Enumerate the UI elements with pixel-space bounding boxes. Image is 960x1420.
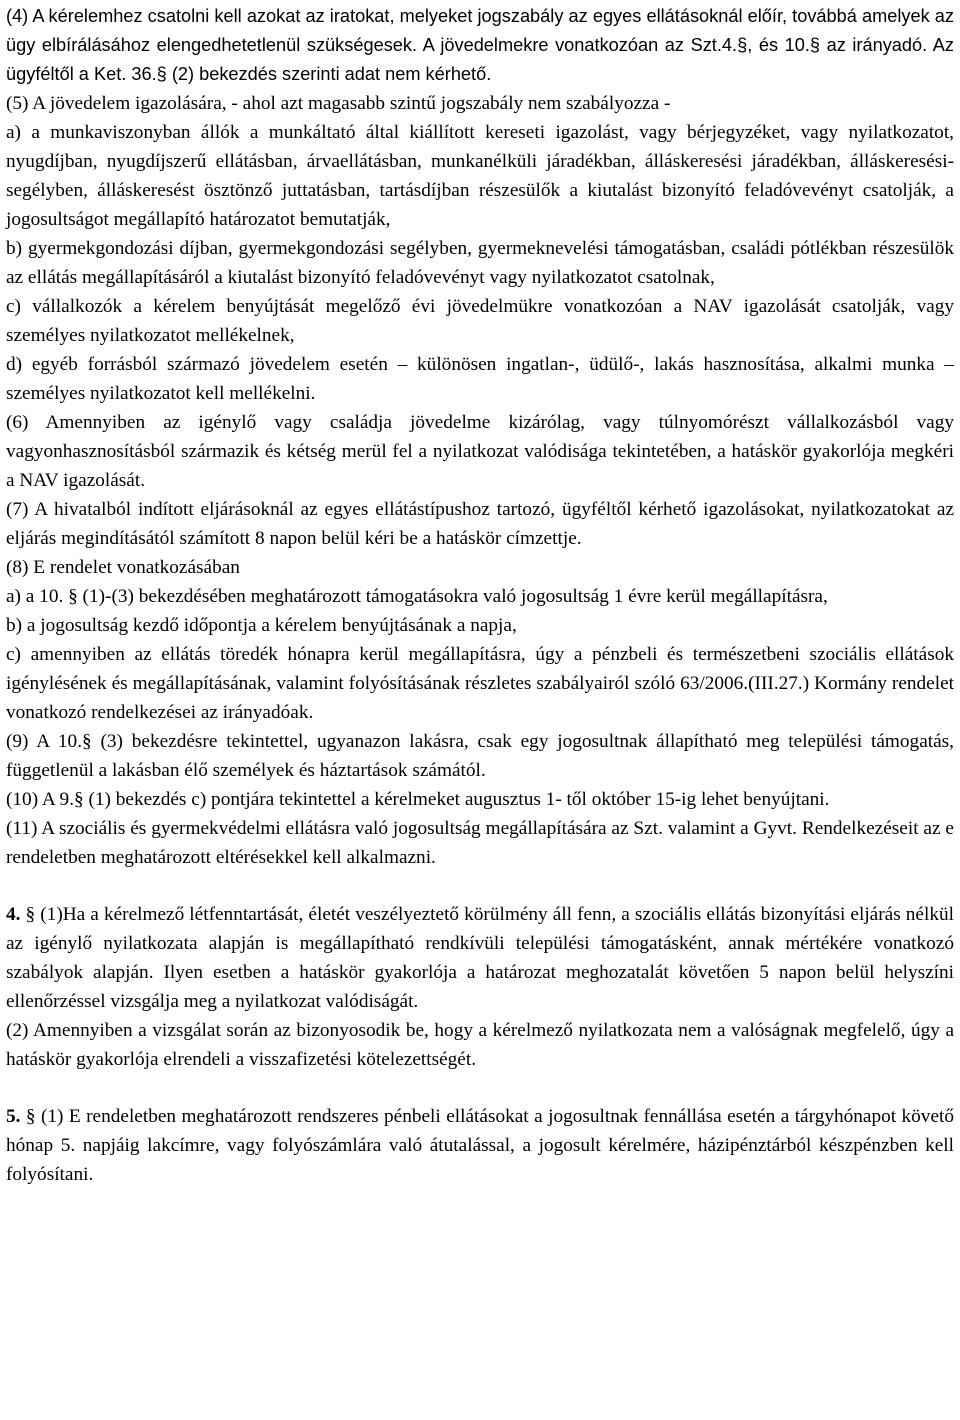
paragraph-8: (8) E rendelet vonatkozásában	[6, 557, 240, 578]
paragraph-5: (5) A jövedelem igazolására, - ahol azt magasabb szintű jogszabály nem szabályozza -	[6, 93, 671, 114]
paragraph-11: (11) A szociális és gyermekvédelmi ellátásra való jogosultság megállapítására az Szt. valamint a Gyvt. Rendelkezéseit az e rendeletben meghatározott eltérésekkel kell alkalmazni.	[6, 818, 954, 868]
paragraph-8-b: b) a jogosultság kezdő időpontja a kérelem benyújtásának a napja,	[6, 615, 517, 636]
paragraph-5-c: c) vállalkozók a kérelem benyújtását megelőző évi jövedelmükre vonatkozóan a NAV igazolását csatolják, vagy személyes nyilatkozatot mellékelnek,	[6, 296, 954, 346]
paragraph-6: (6) Amennyiben az igénylő vagy családja jövedelme kizárólag, vagy túlnyomórészt vállalkozásból vagy vagyonhasznosításból származik és kétség merül fel a nyilatkozat valódisága tekintetében, a hatáskör gyakorlója megkéri a NAV igazolását.	[6, 412, 954, 491]
paragraph-7: (7) A hivatalból indított eljárásoknál az egyes ellátástípushoz tartozó, ügyféltől kérhető igazolásokat, nyilatkozatokat az eljárás megindításától számított 8 napon belül kéri be a hatáskör címzettje.	[6, 499, 954, 549]
section-4-paragraph-1-text: § (1)Ha a kérelmező létfenntartását, életét veszélyeztető körülmény áll fenn, a szociális ellátás bizonyítási eljárás nélkül az igénylő nyilatkozata alapján is megállapítható rendkívüli települési támogatásként, annak mértékére vonatkozó szabályok alapján. Ilyen esetben a hatáskör gyakorlója a határozat meghozatalát követően 5 napon belül helyszíni ellenőrzéssel vizsgálja meg a nyilatkozat valódiságát.	[6, 904, 954, 1012]
section-5-paragraph-1-text: § (1) E rendeletben meghatározott rendszeres pénbeli ellátásokat a jogosultnak fennállása esetén a tárgyhónapot követő hónap 5. napjáig lakcímre, vagy folyószámlára való átutalással, a jogosult kérelmére, házipénztárból készpénzben kell folyósítani.	[6, 1106, 955, 1185]
paragraph-5-b: b) gyermekgondozási díjban, gyermekgondozási segélyben, gyermeknevelési támogatásban, családi pótlékban részesülök az ellátás megállapításáról a kiutalást bizonyító feladóvevényt vagy nyilatkozatot csatolnak,	[6, 238, 954, 288]
paragraph-8-a: a) a 10. § (1)-(3) bekezdésében meghatározott támogatásokra való jogosultság 1 évre kerül megállapításra,	[6, 586, 828, 607]
section-5-paragraph-1	[6, 1102, 954, 1189]
section-4-paragraph-2: (2) Amennyiben a vizsgálat során az bizonyosodik be, hogy a kérelmező nyilatkozata nem a valóságnak megfelelő, úgy a hatáskör gyakorlója elrendeli a visszafizetési kötelezettségét.	[6, 1020, 954, 1070]
paragraph-10: (10) A 9.§ (1) bekezdés c) pontjára tekintettel a kérelmeket augusztus 1- től október 15-ig lehet benyújtani.	[6, 789, 830, 810]
section-4-paragraph-1	[6, 900, 954, 1016]
paragraph-8-c: c) amennyiben az ellátás töredék hónapra kerül megállapításra, úgy a pénzbeli és természetbeni szociális ellátások igénylésének és megállapításának, valamint folyósításának részletes szabályairól szóló 63/2006.(III.27.) Kormány rendelet vonatkozó rendelkezései az irányadóak.	[6, 644, 954, 723]
paragraph-4: (4) A kérelemhez csatolni kell azokat az iratokat, melyeket jogszabály az egyes ellátásoknál előír, továbbá amelyek az ügy elbírálásához elengedhetetlenül szükségesek. A jövedelmekre vonatkozóan az Szt.4.§, és 10.§ az irányadó. Az ügyféltől a Ket. 36.§ (2) bekezdés szerinti adat nem kérhető.	[6, 6, 954, 84]
section-4-number: 4.	[6, 904, 21, 925]
section-5-number: 5.	[6, 1106, 21, 1127]
paragraph-5-a: a) a munkaviszonyban állók a munkáltató által kiállított kereseti igazolást, vagy bérjegyzéket, vagy nyilatkozatot, nyugdíjban, nyugdíjszerű ellátásban, árvaellátásban, munkanélküli járadékban, álláskeresési járadékban, álláskeresési-segélyben, álláskeresést ösztönző juttatásban, tartásdíjban részesülők a kiutalást bizonyító feladóvevényt csatolják, a jogosultságot megállapító határozatot bemutatják,	[6, 122, 954, 230]
paragraph-9: (9) A 10.§ (3) bekezdésre tekintettel, ugyanazon lakásra, csak egy jogosultnak állapítható meg települési támogatás, függetlenül a lakásban élő személyek és háztartások számától.	[6, 731, 954, 781]
paragraph-5-d: d) egyéb forrásból származó jövedelem esetén – különösen ingatlan-, üdülő-, lakás hasznosítása, alkalmi munka – személyes nyilatkozatot kell mellékelni.	[6, 354, 954, 404]
